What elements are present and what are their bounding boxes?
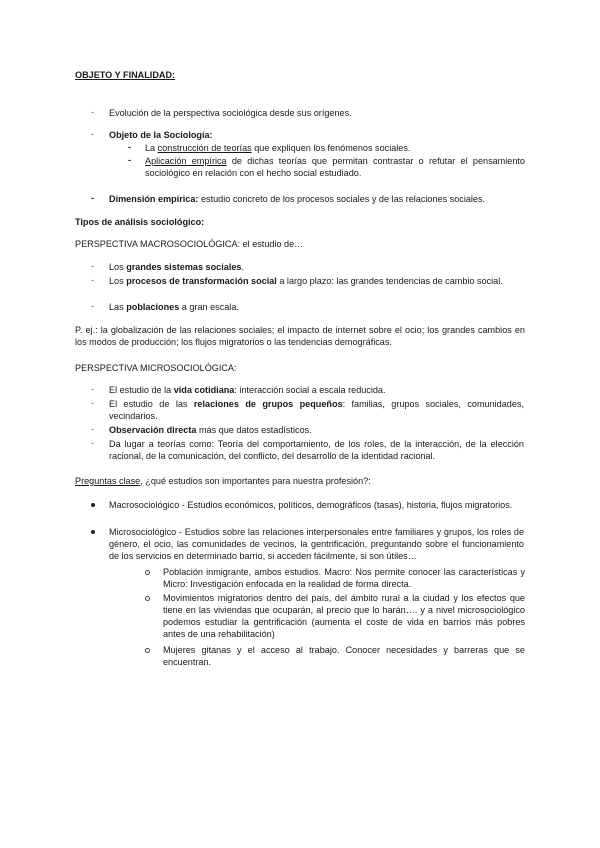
list-item: Evolución de la perspectiva sociológica desde sus orígenes. [109, 108, 352, 118]
list-item: Macrosociológico - Estudios económicos, políticos, demográficos (tasas), historia, flujos migratorios. [109, 500, 513, 510]
list-item [109, 398, 524, 422]
list-item: Microsociológico - Estudios sobre las relaciones interpersonales entre familiares y grupos, los roles de género, el ocio, las comunidades de vecinos, la gentrificación, preguntando sobre el funcionamiento de los servicios en determinado barrio, si acceden fácilmente, si son útiles… [109, 527, 524, 561]
underlined-text: Preguntas clase [75, 476, 141, 486]
text: a largo plazo: las grandes tendencias de cambio social. [276, 276, 503, 286]
underlined-text: Aplicación empírica [145, 156, 227, 166]
sub-item: Mujeres gitanas y el acceso al trabajo. Conocer necesidades y barreras que se encuentran. [163, 645, 525, 667]
example-paragraph: P. ej.: la globalización de las relaciones sociales; el impacto de internet sobre el ocio; los grandes cambios en los modos de producción; los flujos migratorios o las tendencias demográficas. [75, 325, 525, 347]
bold-text: vida cotidiana [173, 385, 235, 395]
macro-heading: PERSPECTIVA MACROSOCIOLÓGICA: el estudio de… [75, 239, 304, 249]
bullet-circle [145, 596, 150, 601]
sub-item: Población inmigrante, ambos estudios. Macro: Nos permite conocer las características y Micro: Investigación enfocada en la realidad de forma directa. [163, 567, 525, 589]
dash-bullet: - [91, 261, 94, 271]
sub-item [145, 142, 410, 154]
dash-bullet: - [91, 424, 94, 434]
underlined-text: construcción de teorías [157, 143, 252, 153]
sub-item [145, 155, 525, 179]
section-heading: OBJETO Y FINALIDAD: [75, 70, 176, 80]
text: estudio concreto de los procesos sociales y de las relaciones sociales. [198, 194, 486, 204]
bullet-dot [91, 530, 95, 534]
bold-text: grandes sistemas sociales [126, 262, 242, 272]
bullet-circle [145, 570, 150, 575]
objeto-label: Objeto de la Sociología: [109, 130, 213, 140]
dash-bullet: - [91, 107, 94, 117]
dash-bullet: - [91, 398, 94, 408]
square-bullet: - [128, 142, 131, 152]
list-item: Da lugar a teorías como: Teoría del comportamiento, de los roles, de la interacción, de la elección racional, de la comunicación, del conflicto, del desarrollo de la identidad racional. [109, 439, 524, 461]
text: Las [109, 302, 127, 312]
text: La [145, 143, 158, 153]
text: más que datos estadísticos. [196, 425, 312, 435]
bold-text: poblaciones [126, 302, 180, 312]
square-bullet: - [91, 193, 94, 203]
bold-text: Observación directa [109, 425, 197, 435]
text: a gran escala. [179, 302, 239, 312]
square-bullet: - [128, 155, 131, 165]
dash-bullet: - [91, 384, 94, 394]
text: : familias, grupos sociales, comunidades, vecindarios. [109, 399, 524, 421]
text: Los [109, 262, 127, 272]
bold-text: procesos de transformación social [126, 276, 277, 286]
bullet-circle [145, 648, 150, 653]
bullet-dot [91, 503, 95, 507]
subheading: Tipos de análisis sociológico: [75, 217, 205, 227]
bold-text: Dimensión empírica: [109, 194, 199, 204]
text: . [241, 262, 244, 272]
sub-item: Movimientos migratorios dentro del país, del ámbito rural a la ciudad y los efectos que tiene en las viviendas que ocuparán, al precio que lo harán…. y a nivel microsociológico podemos estudiar la gentrificación (aumenta el coste de vida en barrios más pobres antes de una rehabilitación) [163, 593, 525, 639]
text: : interacción social a escala reducida. [234, 385, 386, 395]
text: de dichas teorías que permitan contrastar o refutar el pensamiento sociológico en relación con el hecho social estudiado. [145, 156, 525, 178]
text: El estudio de la [109, 385, 174, 395]
text: que expliquen los fenómenos sociales. [251, 143, 411, 153]
list-item [109, 193, 485, 205]
dash-bullet: - [91, 129, 94, 139]
list-item [109, 301, 239, 313]
list-item [109, 424, 312, 436]
text: El estudio de las [109, 399, 194, 409]
micro-heading: PERSPECTIVA MICROSOCIOLÓGICA: [75, 363, 237, 373]
text: Los [109, 276, 127, 286]
preguntas-heading [75, 475, 371, 487]
list-item [109, 275, 524, 287]
text: , ¿qué estudios son importantes para nuestra profesión?: [140, 476, 371, 486]
dash-bullet: - [91, 438, 94, 448]
dash-bullet: - [91, 301, 94, 311]
list-item [109, 384, 386, 396]
list-item [109, 261, 244, 273]
dash-bullet: - [91, 275, 94, 285]
bold-text: relaciones de grupos pequeños [193, 399, 343, 409]
